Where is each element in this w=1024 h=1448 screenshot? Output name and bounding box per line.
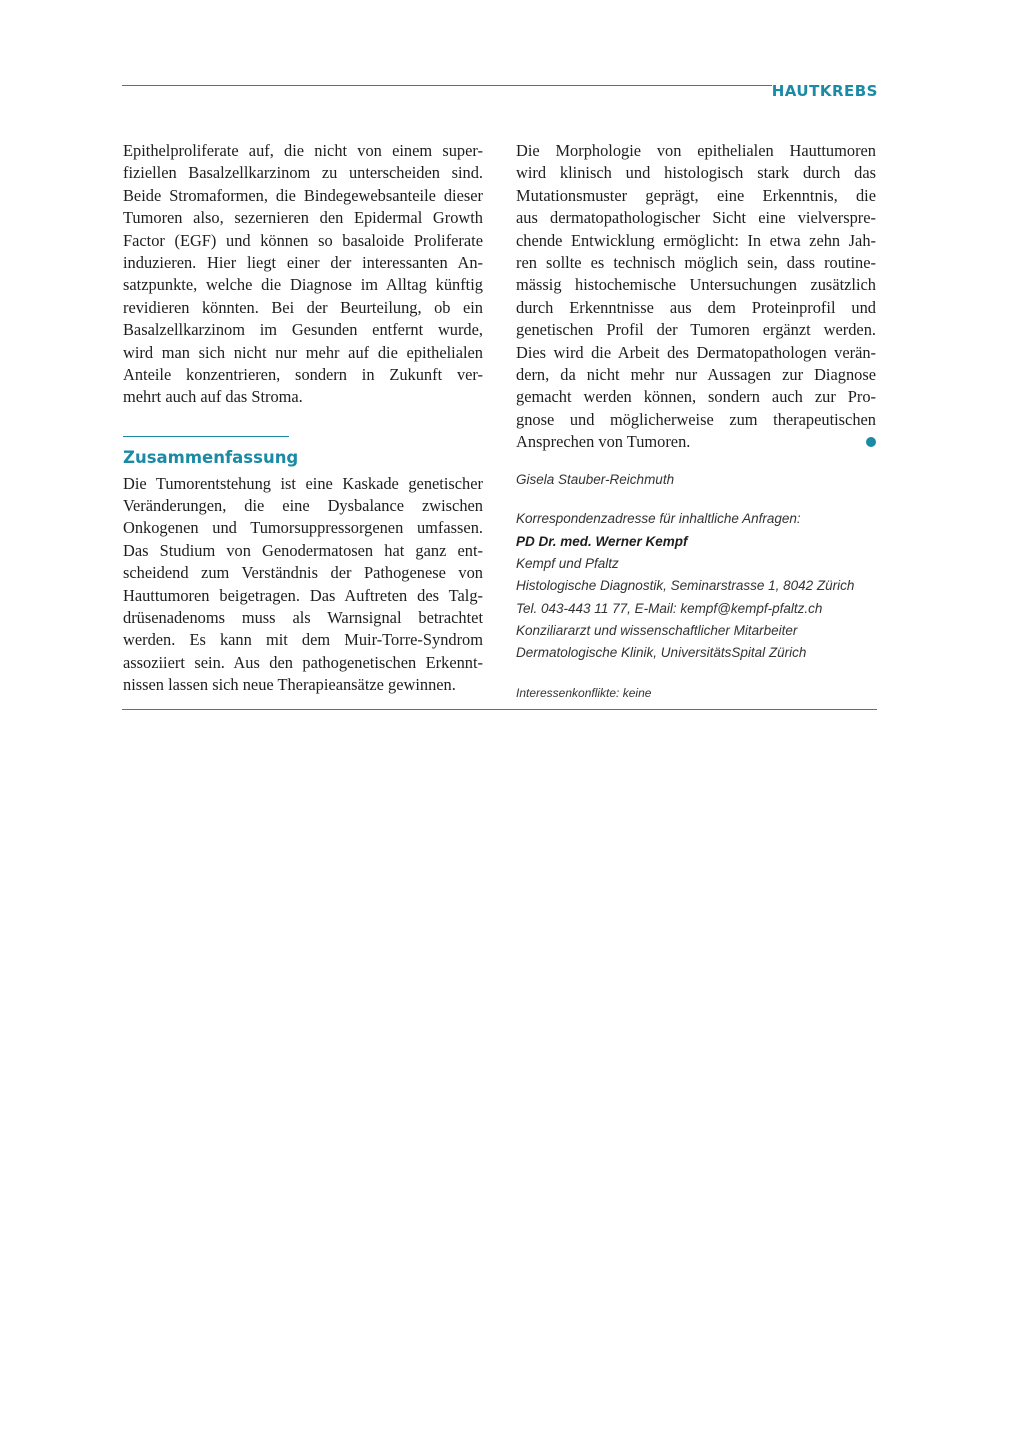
section-heading: Zusammenfassung <box>123 447 299 467</box>
text-line: ren sollte es technisch möglich sein, dass routine- <box>516 252 876 272</box>
text-line: chende Entwicklung ermöglicht: In etwa zehn Jah- <box>516 230 876 250</box>
body-paragraph-2 <box>516 140 876 453</box>
body-paragraph-1 <box>123 140 483 409</box>
text-line: Factor (EGF) und können so basaloide Proliferate <box>123 230 483 250</box>
text-line: gnose und möglicherweise zum therapeutischen <box>516 409 876 429</box>
text-line: nissen lassen sich neue Therapieansätze gewinnen. <box>123 675 456 695</box>
section-divider <box>123 436 289 437</box>
text-line: Die Morphologie von epithelialen Hauttumoren <box>516 141 876 160</box>
contact-org: Kempf und Pfaltz <box>516 556 619 572</box>
text-line: aus dermatopathologischer Sicht eine vielverspre- <box>516 208 876 228</box>
text-line: fiziellen Basalzellkarzinom zu unterscheiden sind. <box>123 163 483 183</box>
text-line: Das Studium von Genodermatosen hat ganz ent- <box>123 540 483 560</box>
text-line: assoziiert sein. Aus den pathogenetischen Erkennt- <box>123 652 483 672</box>
text-line: dern, da nicht mehr nur Aussagen zur Diagnose <box>516 364 876 384</box>
text-line: Epithelproliferate auf, die nicht von einem super- <box>123 141 483 160</box>
contact-name: PD Dr. med. Werner Kempf <box>516 533 688 549</box>
text-line: Onkogenen und Tumorsuppressorgenen umfassen. <box>123 518 483 538</box>
text-line: mässig histochemische Untersuchungen zusätzlich <box>516 275 876 295</box>
text-line: wird klinisch und histologisch stark durch das <box>516 163 876 183</box>
text-line: Basalzellkarzinom im Gesunden entfernt wurde, <box>123 320 483 340</box>
text-line: Tumoren also, sezernieren den Epidermal Growth <box>123 208 483 228</box>
text-line: genetischen Profil der Tumoren ergänzt werden. <box>516 320 876 340</box>
text-line: revidieren könnten. Bei der Beurteilung, ob ein <box>123 297 483 317</box>
contact-role: Konziliararzt und wissenschaftlicher Mitarbeiter <box>516 622 798 638</box>
text-line: Hauttumoren beigetragen. Das Auftreten des Talg- <box>123 585 483 605</box>
section-label: HAUTKREBS <box>771 82 878 100</box>
conflict-statement: Interessenkonflikte: keine <box>516 685 652 700</box>
contact-phone-email: Tel. 043-443 11 77, E-Mail: kempf@kempf-pfaltz.ch <box>516 600 823 616</box>
text-line: Mutationsmuster geprägt, eine Erkenntnis, die <box>516 185 876 205</box>
text-line: induzieren. Hier liegt einer der interessanten An- <box>123 252 483 272</box>
text-line: durch Erkenntnisse aus dem Proteinprofil und <box>516 297 876 317</box>
left-column <box>123 140 483 697</box>
text-line: Beide Stromaformen, die Bindegewebsanteile dieser <box>123 185 483 205</box>
text-line: Dies wird die Arbeit des Dermatopathologen verän- <box>516 342 876 362</box>
text-line: satzpunkte, welche die Diagnose im Alltag künftig <box>123 275 483 295</box>
contact-intro: Korrespondenzadresse für inhaltliche Anfragen: <box>516 511 801 527</box>
text-line: drüsenadenoms muss als Warnsignal betrachtet <box>123 608 483 628</box>
footer-rule <box>122 709 877 710</box>
text-line: gemacht werden können, sondern auch zur Pro- <box>516 387 876 407</box>
text-line: Veränderungen, die eine Dysbalance zwischen <box>123 496 483 516</box>
text-line: Anteile konzentrieren, sondern in Zukunft ver- <box>123 364 483 384</box>
text-line: Ansprechen von Tumoren. <box>516 432 691 452</box>
contact-address: Histologische Diagnostik, Seminarstrasse 1, 8042 Zürich <box>516 578 855 594</box>
text-line: mehrt auch auf das Stroma. <box>123 387 303 407</box>
text-line: scheidend zum Verständnis der Pathogenese von <box>123 563 483 583</box>
right-column <box>516 140 876 704</box>
header-rule <box>122 85 772 86</box>
author-name: Gisela Stauber-Reichmuth <box>516 472 675 488</box>
summary-paragraph <box>123 473 483 697</box>
contact-clinic: Dermatologische Klinik, UniversitätsSpital Zürich <box>516 645 807 661</box>
contact-block <box>516 508 876 664</box>
text-line: werden. Es kann mit dem Muir-Torre-Syndrom <box>123 630 483 650</box>
text-line: Die Tumorentstehung ist eine Kaskade genetischer <box>123 473 483 493</box>
text-line: wird man sich nicht nur mehr auf die epithelialen <box>123 342 483 362</box>
